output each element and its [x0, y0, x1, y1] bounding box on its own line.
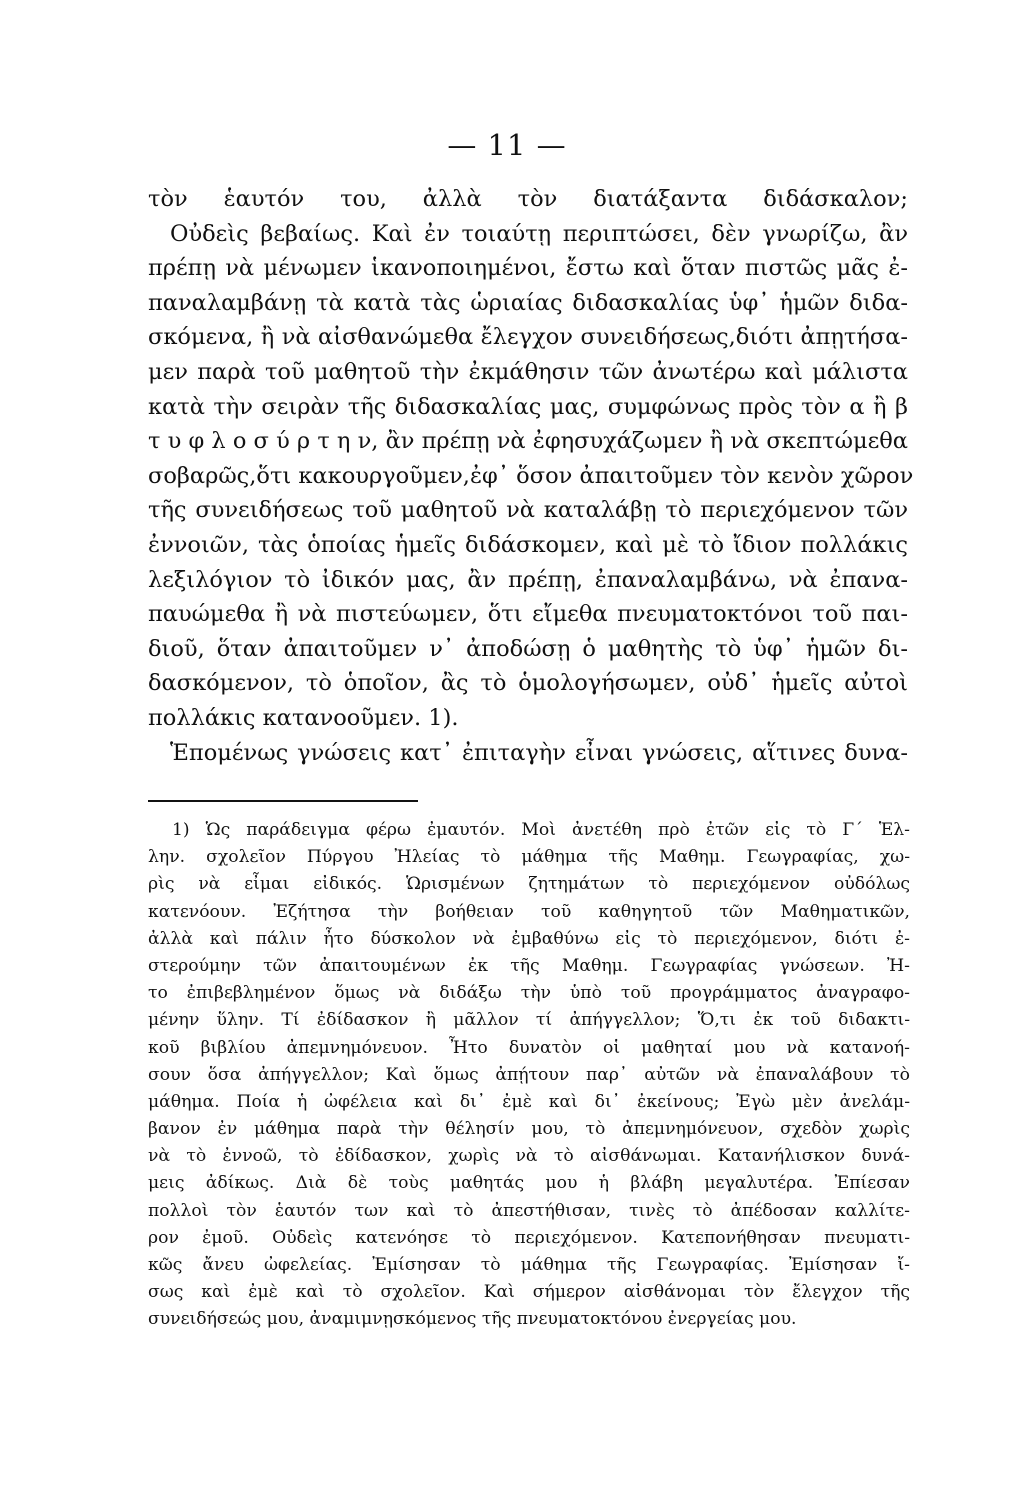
body-line: ἐννοιῶν, τὰς ὁποίας ἡμεῖς διδάσκομεν, καὶ μὲ τὸ ἴδιον πολλάκις [148, 531, 908, 558]
body-line: παναλαμβάνῃ τὰ κατὰ τὰς ὡριαίας διδασκαλίας ὑφ᾽ ἡμῶν διδα- [148, 289, 908, 316]
footnote-line: σως καὶ ἐμὲ καὶ τὸ σχολεῖον. Καὶ σήμερον αἰσθάνομαι τὸν ἔλεγχον τῆς [148, 1282, 910, 1303]
body-line: παυώμεθα ἢ νὰ πιστεύωμεν, ὅτι εἴμεθα πνευματοκτόνοι τοῦ παι- [148, 601, 908, 628]
footnote-line: μένην ὕλην. Τί ἐδίδασκον ἢ μᾶλλον τί ἀπήγγελλον; Ὅ,τι ἐκ τοῦ διδακτι- [148, 1010, 910, 1031]
footnote-line: σουν ὅσα ἀπήγγελλον; Καὶ ὅμως ἀπῄτουν παρ᾽ αὐτῶν νὰ ἐπαναλάβουν τὸ [148, 1064, 910, 1085]
footnote-line: ἀλλὰ καὶ πάλιν ἦτο δύσκολον νὰ ἐμβαθύνω εἰς τὸ περιεχόμενον, διότι ἐ- [148, 928, 910, 949]
footnote-line: 1) Ὡς παράδειγμα φέρω ἐμαυτόν. Μοὶ ἀνετέθη πρὸ ἐτῶν εἰς τὸ Γ΄ Ἑλ- [172, 820, 910, 840]
body-line: τ υ φ λ ο σ ύ ρ τ η ν, ἂν πρέπῃ νὰ ἐφησυχάζωμεν ἢ νὰ σκεπτώμεθα [148, 428, 908, 455]
footnote-line: μεις ἀδίκως. Διὰ δὲ τοὺς μαθητάς μου ἡ βλάβη μεγαλυτέρα. Ἐπίεσαν [148, 1173, 910, 1194]
body-line: τὸν ἑαυτόν του, ἀλλὰ τὸν διατάξαντα διδάσκαλον; [148, 186, 908, 212]
footnote-line: το ἐπιβεβλημένον ὅμως νὰ διδάξω τὴν ὑπὸ τοῦ προγράμματος ἀναγραφο- [148, 983, 910, 1004]
footnote-divider [148, 800, 418, 802]
body-line: Οὐδεὶς βεβαίως. Καὶ ἐν τοιαύτῃ περιπτώσει, δὲν γνωρίζω, ἂν [170, 220, 908, 247]
footnote-line: στερούμην τῶν ἀπαιτουμένων ἐκ τῆς Μαθημ. Γεωγραφίας γνώσεων. Ἠ- [148, 955, 910, 976]
footnote-line: βανον ἐν μάθημα παρὰ τὴν θέλησίν μου, τὸ ἀπεμνημόνευον, σχεδὸν χωρὶς [148, 1119, 910, 1140]
footnote-line: νὰ τὸ ἐννοῶ, τὸ ἐδίδασκον, χωρὶς νὰ τὸ αἰσθάνωμαι. Κατανήλισκον δυνά- [148, 1146, 910, 1167]
footnote-line: λην. σχολεῖον Πύργου Ἠλείας τὸ μάθημα τῆς Μαθημ. Γεωγραφίας, χω- [148, 847, 910, 868]
footnote-line: κατενόουν. Ἐζήτησα τὴν βοήθειαν τοῦ καθηγητοῦ τῶν Μαθηματικῶν, [148, 901, 910, 922]
body-line: πολλάκις κατανοοῦμεν. 1). [148, 704, 459, 731]
page-number: — 11 — [447, 128, 567, 162]
body-line: σοβαρῶς,ὅτι κακουργοῦμεν,ἐφ᾽ ὅσον ἀπαιτοῦμεν τὸν κενὸν χῶρον [148, 462, 914, 489]
body-line: Ἑπομένως γνώσεις κατ᾽ ἐπιταγὴν εἶναι γνώσεις, αἵτινες δυνα- [170, 739, 908, 766]
body-text [148, 182, 914, 770]
body-line: διοῦ, ὅταν ἀπαιτοῦμεν ν᾽ ἀποδώσῃ ὁ μαθητὴς τὸ ὑφ᾽ ἡμῶν δι- [148, 635, 908, 662]
footnote-line: κῶς ἄνευ ὠφελείας. Ἐμίσησαν τὸ μάθημα τῆς Γεωγραφίας. Ἐμίσησαν ἴ- [148, 1255, 910, 1275]
footnote-line: μάθημα. Ποία ἡ ὠφέλεια καὶ δι᾽ ἐμὲ καὶ δι᾽ ἐκείνους; Ἐγὼ μὲν ἀνελάμ- [148, 1091, 910, 1112]
body-line: δασκόμενον, τὸ ὁποῖον, ἂς τὸ ὁμολογήσωμεν, οὐδ᾽ ἡμεῖς αὐτοὶ [148, 670, 908, 697]
footnote-line: κοῦ βιβλίου ἀπεμνημόνευον. Ἦτο δυνατὸν οἱ μαθηταί μου νὰ κατανοή- [148, 1037, 910, 1058]
footnote-line: συνειδήσεώς μου, ἀναμιμνῃσκόμενος τῆς πνευματοκτόνου ἐνεργείας μου. [148, 1309, 797, 1330]
body-line: πρέπῃ νὰ μένωμεν ἱκανοποιημένοι, ἔστω καὶ ὅταν πιστῶς μᾶς ἐ- [148, 255, 908, 282]
footnote-line: ρον ἐμοῦ. Οὐδεὶς κατενόησε τὸ περιεχόμενον. Κατεπονήθησαν πνευματι- [148, 1227, 910, 1248]
body-line: τῆς συνειδήσεως τοῦ μαθητοῦ νὰ καταλάβῃ τὸ περιεχόμενον τῶν [148, 497, 908, 524]
footnote-line: πολλοὶ τὸν ἑαυτόν των καὶ τὸ ἀπεστήθισαν, τινὲς τὸ ἀπέδοσαν καλλίτε- [148, 1200, 910, 1221]
body-line: κατὰ τὴν σειρὰν τῆς διδασκαλίας μας, συμφώνως πρὸς τὸν α ἢ β [148, 393, 908, 420]
footnote [148, 817, 910, 1334]
body-line: μεν παρὰ τοῦ μαθητοῦ τὴν ἐκμάθησιν τῶν ἀνωτέρω καὶ μάλιστα [148, 358, 908, 385]
footnote-line: ρὶς νὰ εἶμαι εἰδικός. Ὡρισμένων ζητημάτων τὸ περιεχόμενον οὐδόλως [148, 874, 910, 895]
body-line: σκόμενα, ἢ νὰ αἰσθανώμεθα ἔλεγχον συνειδήσεως,διότι ἀπῃτήσα- [148, 324, 908, 351]
body-line: λεξιλόγιον τὸ ἰδικόν μας, ἂν πρέπῃ, ἐπαναλαμβάνω, νὰ ἐπανα- [148, 566, 908, 593]
